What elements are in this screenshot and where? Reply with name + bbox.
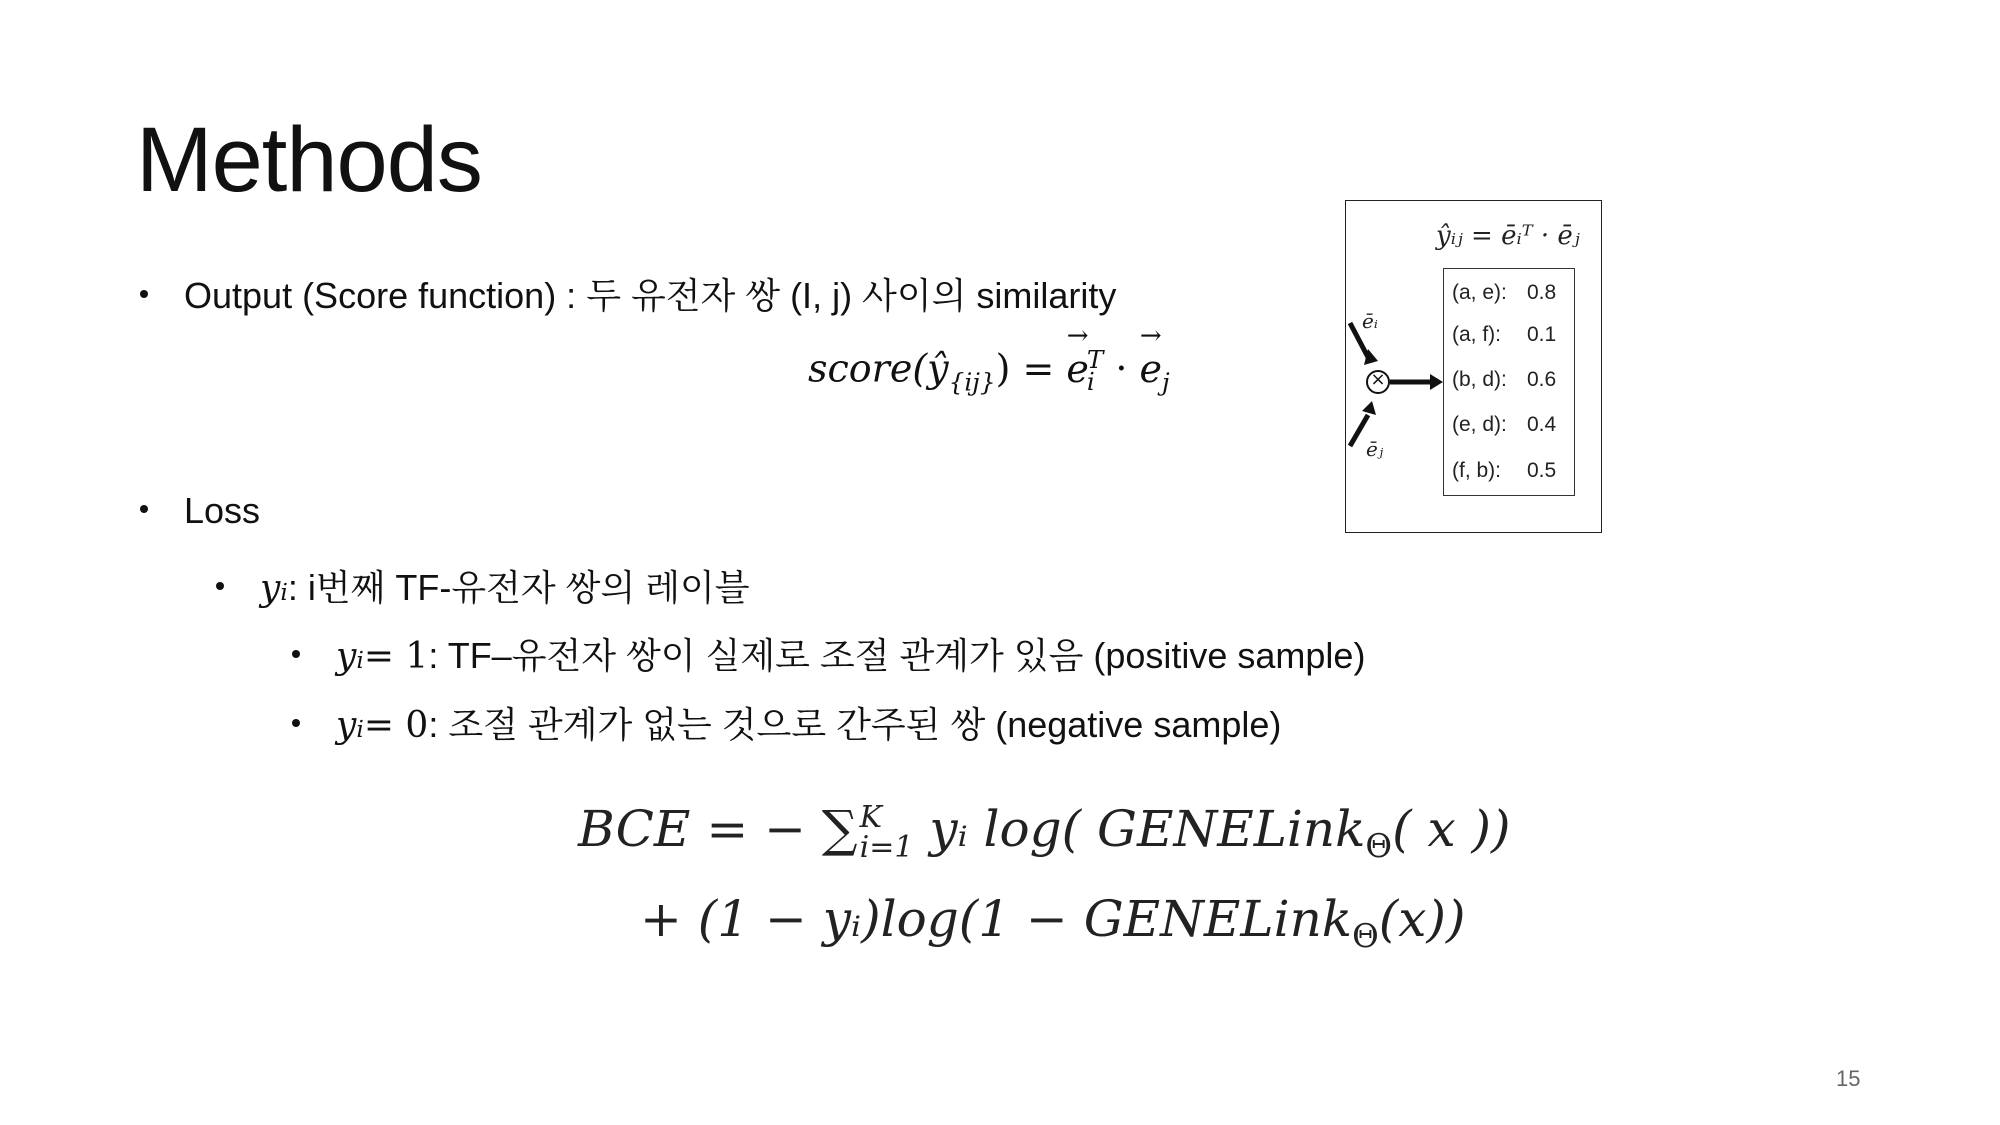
- row-pair: (b, d):: [1452, 368, 1507, 391]
- score-formula-ej-letter: e: [1139, 346, 1163, 391]
- bullet-output: [140, 268, 1116, 319]
- bullet-yi-label-text: : i번째 TF-유전자 쌍의 레이블: [287, 567, 750, 608]
- bullet-loss: [140, 490, 260, 532]
- diagram-arrows: [1346, 201, 1446, 532]
- bce-line1-end: ( x )): [1392, 800, 1511, 858]
- yi-eq: = 0: [363, 705, 429, 746]
- bce-sum-limits: [859, 800, 914, 865]
- bce-formula-line1: [578, 800, 1511, 865]
- yi-eq: = 1: [363, 636, 429, 677]
- score-formula-ej-sub: j: [1162, 367, 1170, 397]
- row-pair: (a, f):: [1452, 323, 1502, 346]
- row-score: 0.4: [1527, 413, 1557, 436]
- bullet-loss-text: Loss: [184, 490, 261, 531]
- score-formula: [808, 345, 1170, 396]
- score-formula-lhs: score(: [808, 346, 928, 391]
- bullet-yi-label: [216, 560, 750, 611]
- row-pair: (f, b):: [1452, 459, 1502, 482]
- bce-sum-sub: i=1: [859, 830, 914, 865]
- diagram-row: [1452, 368, 1557, 392]
- arrow-ej: [1350, 415, 1368, 446]
- bullet-dot: [292, 719, 300, 727]
- row-score: 0.1: [1527, 323, 1557, 346]
- score-formula-ei: [1066, 347, 1089, 391]
- yi-var: y: [336, 705, 357, 746]
- score-formula-dot: ·: [1103, 346, 1140, 391]
- diagram-row: [1452, 413, 1557, 437]
- row-score: 0.8: [1527, 281, 1557, 304]
- score-formula-equals: ) =: [995, 346, 1067, 391]
- bce-line2-end: (x)): [1378, 890, 1466, 948]
- diagram-row: [1452, 281, 1557, 305]
- bullet-dot: [292, 650, 300, 658]
- yi-sub: i: [280, 578, 288, 606]
- bce-line2-theta: Θ: [1352, 917, 1379, 955]
- score-formula-ej: [1140, 347, 1163, 391]
- score-formula-ei-letter: e: [1066, 346, 1089, 391]
- arrow-out-head: [1430, 374, 1443, 390]
- slide-title: Methods: [136, 109, 482, 211]
- diagram-formula: ŷᵢⱼ = ēᵢᵀ · ēⱼ: [1436, 221, 1580, 251]
- diagram-ej-label: ēⱼ: [1366, 437, 1384, 461]
- yi-var: y: [260, 568, 281, 609]
- score-formula-sub: {ij}: [948, 367, 996, 397]
- bullet-dot: [140, 290, 148, 298]
- arrow-ej-head: [1362, 401, 1376, 415]
- diagram-ei-label: ēᵢ: [1362, 309, 1378, 333]
- score-formula-ei-sub: i: [1086, 367, 1095, 397]
- score-diagram: [1345, 200, 1602, 533]
- bce-line1-rest: yᵢ log( GENELink: [913, 800, 1366, 858]
- bullet-dot: [140, 505, 148, 513]
- bce-sum-sup: K: [859, 800, 883, 835]
- score-formula-yhat: ŷ: [927, 346, 949, 391]
- bullet-yi-negative-text: : 조절 관계가 없는 것으로 간주된 쌍 (negative sample): [428, 704, 1282, 745]
- diagram-row: [1452, 323, 1557, 347]
- yi-sub: i: [356, 715, 364, 743]
- multiply-symbol: ×: [1370, 369, 1386, 390]
- score-formula-ei-sup: T: [1086, 345, 1104, 374]
- bce-line1-lhs: BCE = − ∑: [578, 800, 858, 858]
- bullet-dot: [216, 582, 224, 590]
- row-score: 0.5: [1527, 459, 1557, 482]
- bullet-yi-positive: [292, 628, 1365, 679]
- bullet-output-text: Output (Score function) : 두 유전자 쌍 (I, j) 사이의 similarity: [184, 275, 1117, 316]
- bullet-yi-positive-text: : TF–유전자 쌍이 실제로 조절 관계가 있음 (positive sample): [428, 635, 1366, 676]
- yi-sub: i: [356, 646, 364, 674]
- diagram-row: [1452, 459, 1557, 483]
- bce-line2-lhs: + (1 − yᵢ)log(1 − GENELink: [640, 890, 1353, 948]
- bce-formula-line2: [640, 890, 1465, 955]
- page-number: 15: [1836, 1066, 1861, 1091]
- yi-var: y: [336, 636, 357, 677]
- row-score: 0.6: [1527, 368, 1557, 391]
- bce-line1-theta: Θ: [1365, 827, 1393, 865]
- diagram-score-table: [1443, 268, 1575, 496]
- bullet-yi-negative: [292, 697, 1281, 748]
- row-pair: (a, e):: [1452, 281, 1507, 304]
- row-pair: (e, d):: [1452, 413, 1507, 436]
